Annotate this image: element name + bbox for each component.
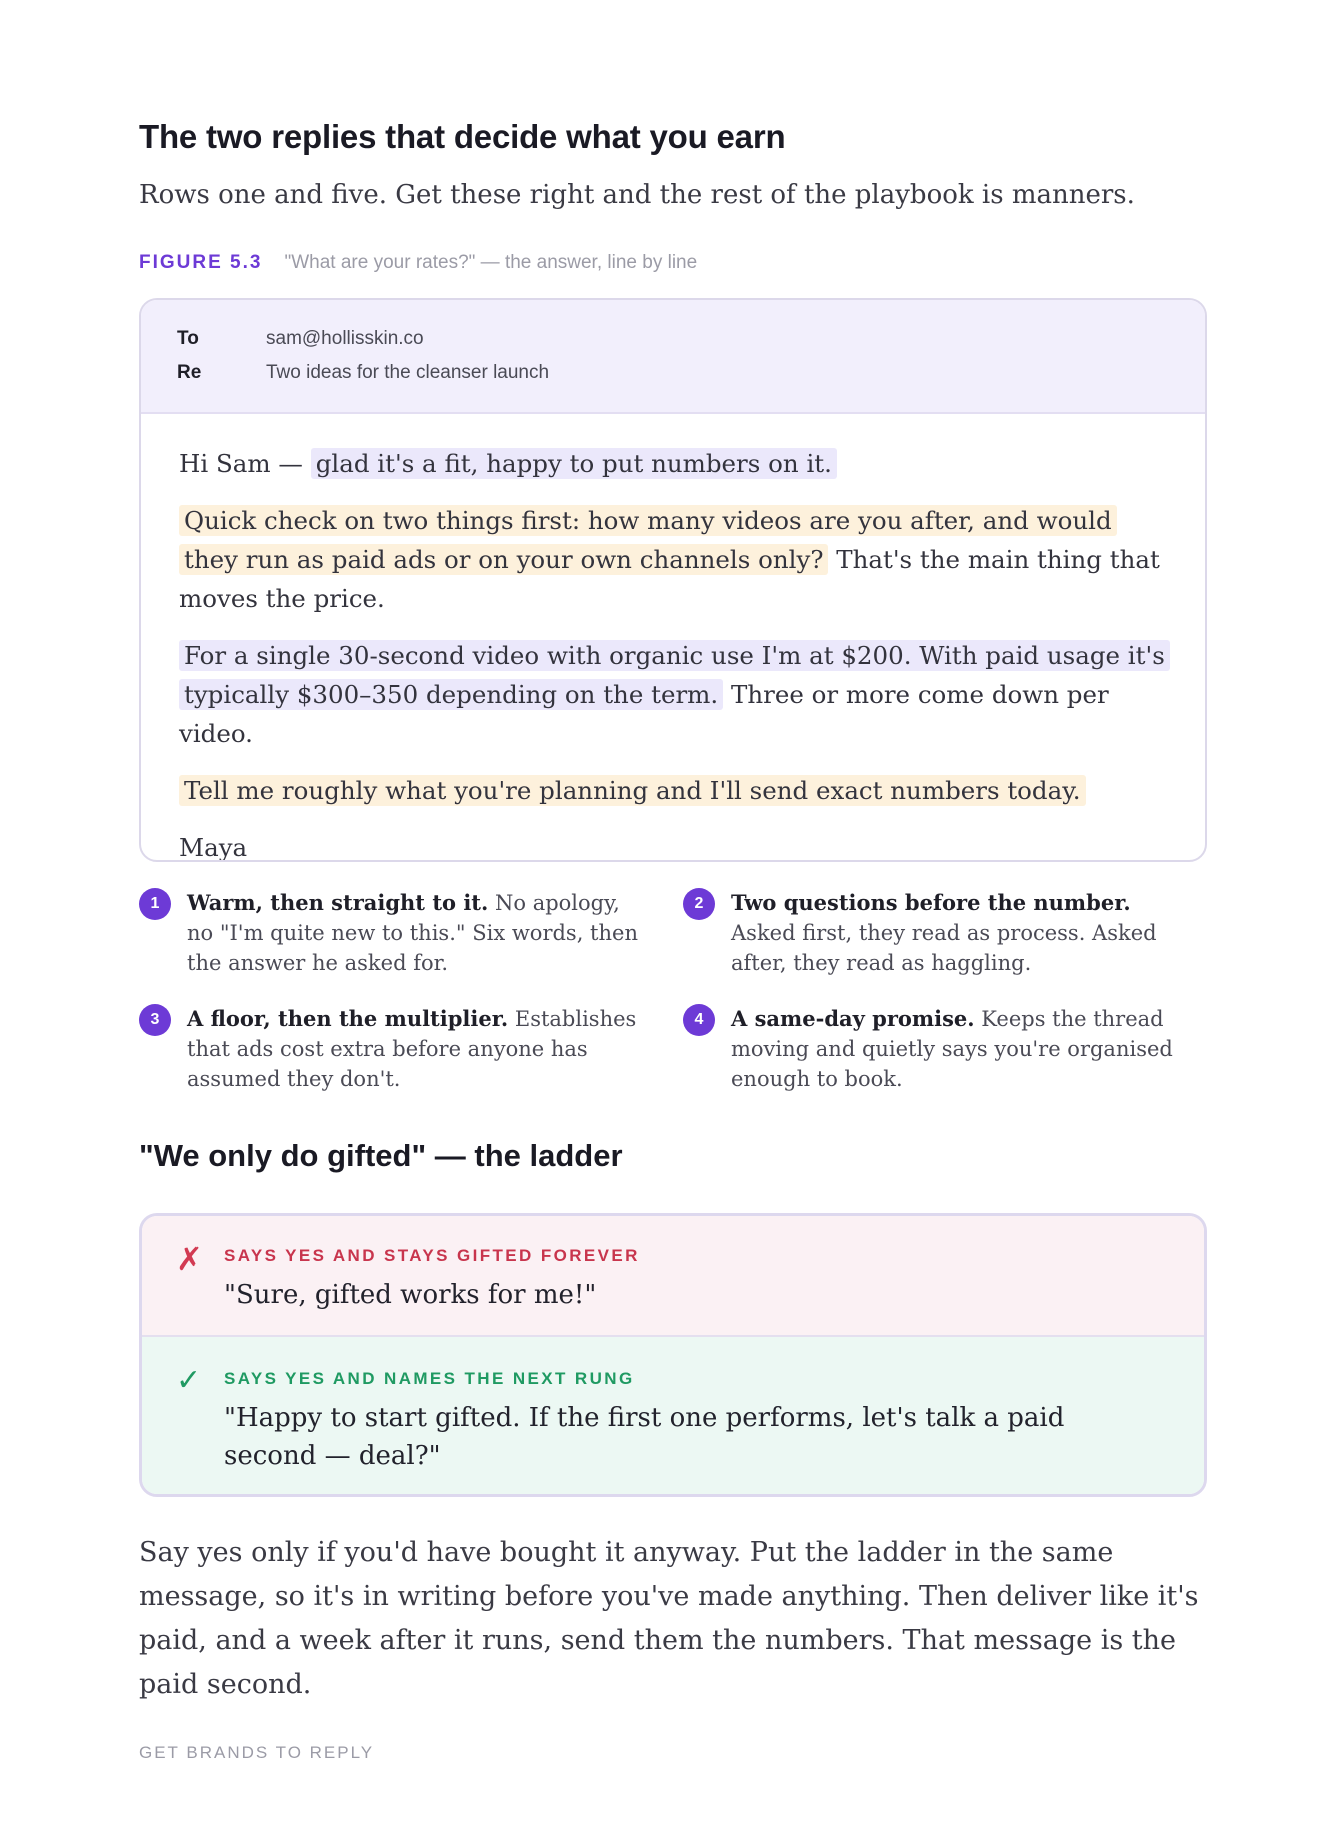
running-footer: GET BRANDS TO REPLY	[139, 1743, 375, 1762]
note-text: Establishes that ads cost extra before anyone has assumed they don't.	[187, 1007, 637, 1091]
note-item	[683, 888, 1183, 978]
ladder-good-example	[142, 1337, 1204, 1494]
email-paragraph-2-rest: That's the main thing that moves the price.	[179, 545, 1160, 613]
note-title: A floor, then the multiplier.	[187, 1006, 509, 1031]
email-paragraph-3-rest: Three or more come down per video.	[179, 680, 1109, 748]
email-paragraph-2	[179, 501, 1167, 618]
note-title: Warm, then straight to it.	[187, 890, 489, 915]
ladder-bad-example	[142, 1216, 1204, 1337]
ladder-comparison	[139, 1213, 1207, 1497]
ladder-bad-quote: "Sure, gifted works for me!"	[224, 1280, 597, 1310]
note-text: Keeps the thread moving and quietly says you're organised enough to book.	[731, 1007, 1173, 1091]
email-subject-row	[177, 362, 1205, 396]
note-number-badge: 1	[139, 888, 171, 920]
email-to-label: To	[177, 328, 199, 349]
highlight-two-questions: Quick check on two things first: how many videos are you after, and would they run as paid ads or on your own channels only?	[179, 505, 1117, 575]
cross-icon: ✗	[176, 1241, 203, 1277]
email-body	[141, 414, 1205, 862]
email-header	[141, 300, 1205, 414]
check-icon: ✓	[176, 1364, 202, 1397]
note-text: Asked first, they read as process. Asked after, they read as haggling.	[731, 921, 1157, 975]
figure-number: FIGURE 5.3	[139, 252, 263, 273]
highlight-same-day: Tell me roughly what you're planning and I'll send exact numbers today.	[179, 775, 1086, 806]
note-title: A same-day promise.	[731, 1006, 975, 1031]
page-title: The two replies that decide what you earn	[139, 118, 786, 155]
highlight-floor-multiplier: For a single 30-second video with organic use I'm at $200. With paid usage it's typically $300–350 depending on the term.	[179, 640, 1170, 710]
note-text: No apology, no "I'm quite new to this." Six words, then the answer he asked for.	[187, 891, 638, 975]
note-item	[139, 1004, 639, 1094]
note-item	[139, 888, 639, 978]
ladder-good-label: SAYS YES AND NAMES THE NEXT RUNG	[224, 1369, 635, 1388]
email-to-row	[177, 328, 1205, 362]
note-title: Two questions before the number.	[731, 890, 1131, 915]
lede: Rows one and five. Get these right and the rest of the playbook is manners.	[139, 180, 1135, 210]
email-card	[139, 298, 1207, 862]
figure-caption	[139, 252, 697, 274]
note-number-badge: 4	[683, 1004, 715, 1036]
ladder-heading: "We only do gifted" — the ladder	[139, 1138, 623, 1173]
ladder-good-quote: "Happy to start gifted. If the first one performs, let's talk a paid second — deal?"	[224, 1403, 1065, 1471]
note-number-badge: 2	[683, 888, 715, 920]
note-item	[683, 1004, 1183, 1094]
email-paragraph-1	[179, 444, 1167, 483]
email-paragraph-4	[179, 771, 1167, 810]
email-subject-value: Two ideas for the cleanser launch	[266, 362, 550, 383]
closing-paragraph: Say yes only if you'd have bought it anyway. Put the ladder in the same message, so it's in writing before you've made anything. Then deliver like it's paid, and a week after it runs, send them the numbers. That message is the paid second.	[139, 1537, 1199, 1700]
email-greeting: Hi Sam —	[179, 449, 311, 478]
email-to-value: sam@hollisskin.co	[266, 328, 424, 349]
email-subject-label: Re	[177, 362, 202, 383]
highlight-warm-open: glad it's a fit, happy to put numbers on it.	[311, 448, 837, 479]
email-paragraph-3	[179, 636, 1167, 753]
note-number-badge: 3	[139, 1004, 171, 1036]
ladder-bad-label: SAYS YES AND STAYS GIFTED FOREVER	[224, 1246, 640, 1265]
figure-caption-text: "What are your rates?" — the answer, line by line	[284, 252, 698, 273]
email-signoff: Maya	[179, 833, 248, 862]
